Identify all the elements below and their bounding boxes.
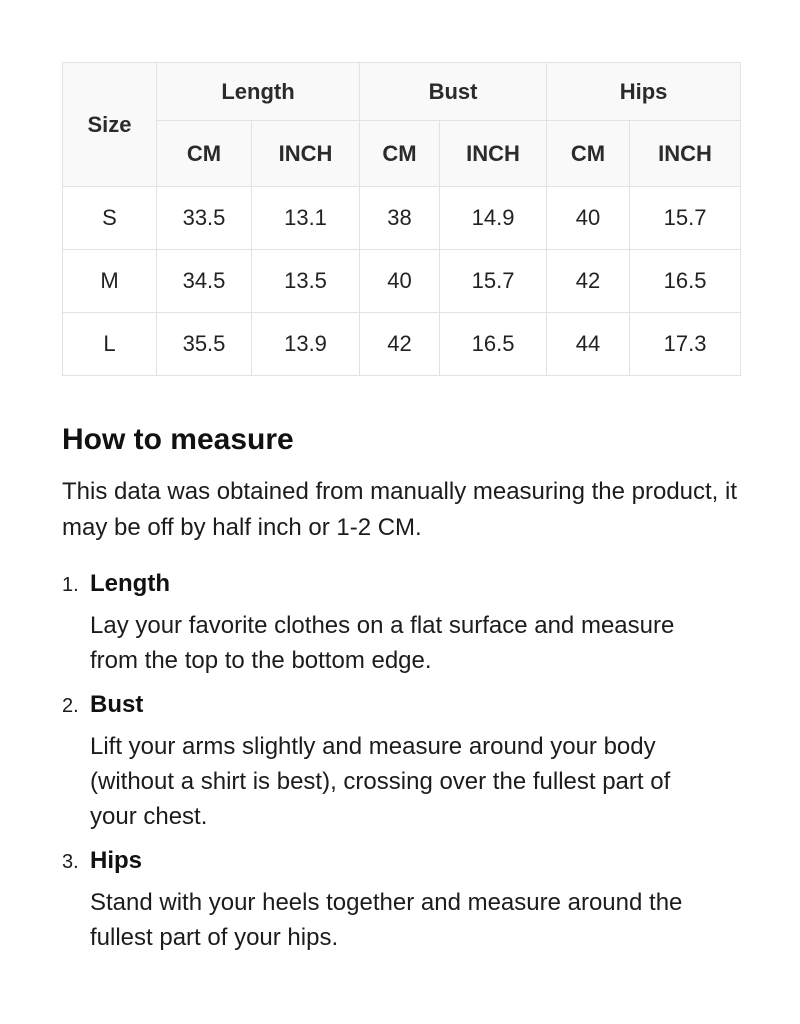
cell-l-length-inch: 13.9 <box>252 313 360 376</box>
measure-step-length <box>62 570 740 678</box>
cell-s-hips-cm: 40 <box>547 187 630 250</box>
column-header-length: Length <box>157 63 360 121</box>
step-heading <box>62 570 740 598</box>
unit-header-length-inch: INCH <box>252 121 360 187</box>
column-header-bust: Bust <box>360 63 547 121</box>
step-number: 2. <box>62 695 79 717</box>
how-to-measure-intro: This data was obtained from manually measuring the product, it may be off by half inch or 1-2 CM. <box>62 478 738 541</box>
cell-l-hips-inch: 17.3 <box>630 313 741 376</box>
cell-s-hips-inch: 15.7 <box>630 187 741 250</box>
cell-m-bust-cm: 40 <box>360 250 440 313</box>
measure-steps-list <box>62 570 740 955</box>
table-row-size-s <box>63 187 741 250</box>
measure-step-bust <box>62 691 740 834</box>
step-description: Stand with your heels together and measure around the fullest part of your hips. <box>90 889 683 951</box>
row-label-l: L <box>63 313 157 376</box>
cell-m-length-cm: 34.5 <box>157 250 252 313</box>
cell-s-bust-inch: 14.9 <box>440 187 547 250</box>
step-number: 3. <box>62 851 79 873</box>
step-description: Lift your arms slightly and measure around your body (without a shirt is best), crossing over the fullest part of your chest. <box>90 733 671 830</box>
cell-l-hips-cm: 44 <box>547 313 630 376</box>
step-label: Hips <box>90 847 143 874</box>
step-heading <box>62 691 740 719</box>
table-header-group-row <box>63 63 741 121</box>
cell-s-length-cm: 33.5 <box>157 187 252 250</box>
cell-l-bust-cm: 42 <box>360 313 440 376</box>
cell-l-length-cm: 35.5 <box>157 313 252 376</box>
cell-l-bust-inch: 16.5 <box>440 313 547 376</box>
cell-s-length-inch: 13.1 <box>252 187 360 250</box>
cell-m-hips-cm: 42 <box>547 250 630 313</box>
cell-m-bust-inch: 15.7 <box>440 250 547 313</box>
step-number: 1. <box>62 574 79 596</box>
unit-header-bust-inch: INCH <box>440 121 547 187</box>
row-label-s: S <box>63 187 157 250</box>
step-description: Lay your favorite clothes on a flat surface and measure from the top to the bottom edge. <box>90 612 675 674</box>
table-row-size-m <box>63 250 741 313</box>
table-header-unit-row <box>63 121 741 187</box>
cell-m-hips-inch: 16.5 <box>630 250 741 313</box>
cell-s-bust-cm: 38 <box>360 187 440 250</box>
size-chart-table <box>62 62 741 376</box>
column-header-size: Size <box>63 63 157 187</box>
step-label: Length <box>90 570 170 597</box>
column-header-hips: Hips <box>547 63 741 121</box>
unit-header-hips-cm: CM <box>547 121 630 187</box>
unit-header-hips-inch: INCH <box>630 121 741 187</box>
how-to-measure-title: How to measure <box>62 423 294 456</box>
unit-header-length-cm: CM <box>157 121 252 187</box>
step-label: Bust <box>90 691 144 718</box>
table-row-size-l <box>63 313 741 376</box>
unit-header-bust-cm: CM <box>360 121 440 187</box>
cell-m-length-inch: 13.5 <box>252 250 360 313</box>
measure-step-hips <box>62 847 740 955</box>
row-label-m: M <box>63 250 157 313</box>
step-heading <box>62 847 740 875</box>
